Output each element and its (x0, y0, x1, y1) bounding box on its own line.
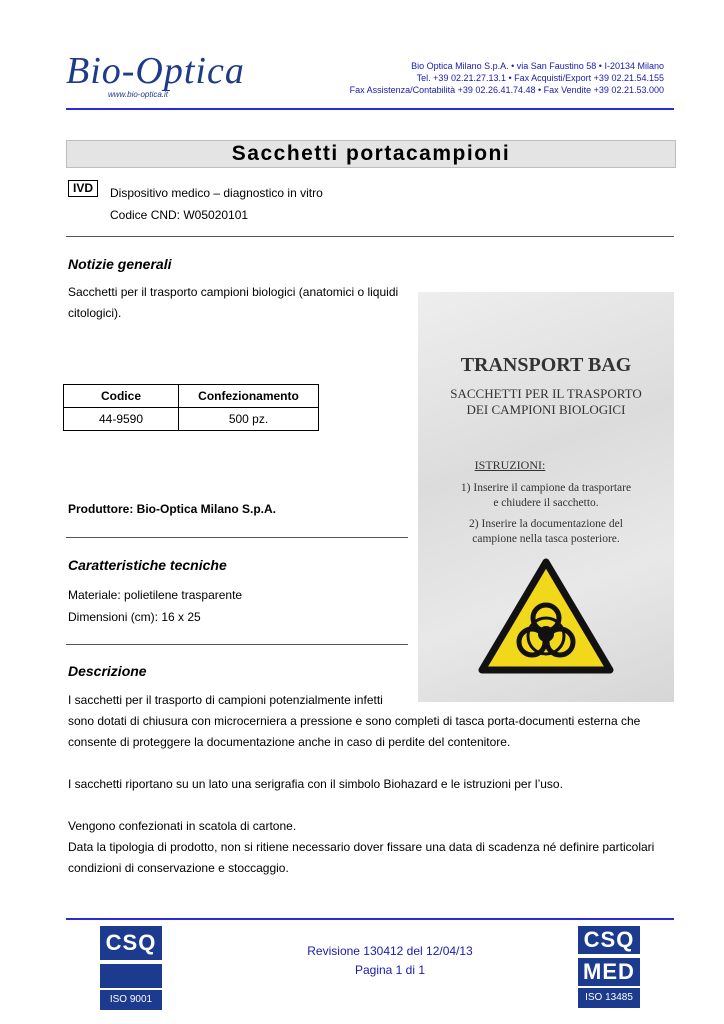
photo-instruction: 1) Inserire il campione da trasportare (460, 482, 632, 494)
logo-text: Bio-Optica (66, 50, 245, 92)
table-cell: 500 pz. (179, 408, 319, 431)
caratteristiche-heading: Caratteristiche tecniche (68, 557, 227, 573)
table-row (64, 408, 319, 431)
biohazard-icon (476, 556, 616, 676)
company-logo (66, 52, 296, 102)
cnd-code: Codice CND: W05020101 (110, 208, 249, 222)
descrizione-line: I sacchetti per il trasporto di campioni potenzialmente infetti (68, 693, 383, 707)
ivd-description: Dispositivo medico – diagnostico in vitro (110, 186, 323, 200)
csq-logo-text: CSQ (578, 926, 640, 954)
table-header-row (64, 385, 319, 408)
photo-instruction: 2) Inserire la documentazione del (469, 518, 623, 530)
descrizione-line: sono dotati di chiusura con microcerniera a pressione e sono completi di tasca porta-documenti esterna che (68, 714, 641, 728)
iso-13485-label: ISO 13485 (578, 988, 640, 1008)
table-cell: 44-9590 (64, 408, 179, 431)
phone-line: Tel. +39 02.21.27.13.1 • Fax Acquisti/Export +39 02.21.54.155 (416, 73, 664, 83)
footer-info (240, 942, 540, 980)
transport-bag-photo (418, 292, 674, 702)
notizie-text: Sacchetti per il trasporto campioni biologici (anatomici o liquidi citologici). (68, 285, 399, 320)
product-table (63, 384, 319, 431)
page-title: Sacchetti portacampioni (66, 140, 676, 168)
table-header: Confezionamento (179, 385, 319, 408)
photo-subtitle: DEI CAMPIONI BIOLOGICI (466, 402, 626, 417)
section-divider (66, 236, 674, 237)
footer-divider (66, 918, 674, 920)
notizie-heading: Notizie generali (68, 256, 172, 272)
revision: Revisione 130412 del 12/04/13 (307, 944, 473, 958)
descrizione-line: Data la tipologia di prodotto, non si ritiene necessario dover fissare una data di scadenza né definire particolari (68, 840, 655, 854)
produttore: Produttore: Bio-Optica Milano S.p.A. (68, 502, 276, 516)
logo-url: www.bio-optica.it (108, 90, 169, 99)
med-logo-text: MED (578, 958, 640, 986)
photo-title: TRANSPORT BAG (460, 354, 632, 376)
page-number: Pagina 1 di 1 (354, 963, 426, 977)
csq-iso13485-logo (578, 926, 640, 1008)
photo-subtitle: SACCHETTI PER IL TRASPORTO (450, 386, 642, 401)
descrizione-heading: Descrizione (68, 663, 147, 679)
address-line: Bio Optica Milano S.p.A. • via San Faustino 58 • I-20134 Milano (411, 61, 664, 71)
section-divider (66, 537, 408, 538)
descrizione-line: consente di proteggere la documentazione anche in caso di perdite del contenitore. (68, 735, 511, 749)
company-contact-info (284, 60, 664, 96)
dimensioni: Dimensioni (cm): 16 x 25 (68, 610, 201, 624)
photo-instructions-heading: ISTRUZIONI: (474, 458, 546, 472)
descrizione-line: I sacchetti riportano su un lato una serigrafia con il simbolo Biohazard e le istruzioni per l’uso. (68, 777, 563, 791)
descrizione-line: condizioni di conservazione e stoccaggio. (68, 861, 289, 875)
iso-9001-label: ISO 9001 (100, 990, 162, 1010)
photo-instruction: campione nella tasca posteriore. (472, 533, 620, 545)
descrizione-line: Vengono confezionati in scatola di cartone. (68, 819, 297, 833)
csq-logo-text: CSQ (100, 926, 162, 960)
photo-instruction: e chiudere il sacchetto. (493, 497, 599, 509)
header-divider (66, 108, 674, 110)
section-divider (66, 644, 408, 645)
materiale: Materiale: polietilene trasparente (68, 588, 243, 602)
table-header: Codice (64, 385, 179, 408)
ivd-badge: IVD (68, 180, 98, 197)
csq-iso9001-logo (100, 926, 162, 1010)
fax-line: Fax Assistenza/Contabilità +39 02.26.41.74.48 • Fax Vendite +39 02.21.53.000 (349, 85, 664, 95)
